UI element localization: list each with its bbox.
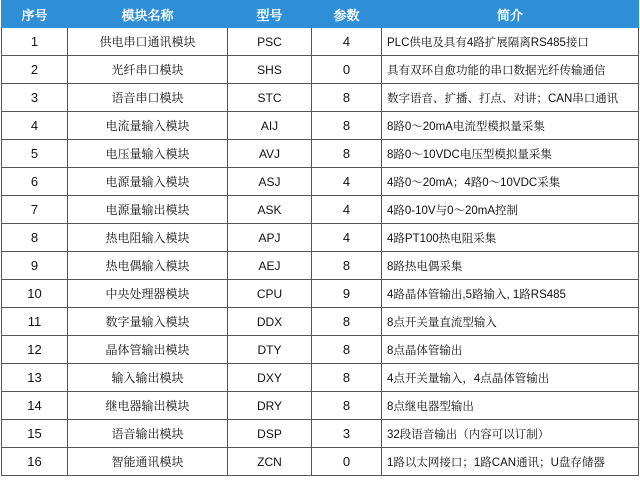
cell-module-name: 电源量输入模块 (68, 168, 228, 196)
header-module-name: 模块名称 (68, 1, 228, 28)
table-row (2, 280, 639, 308)
header-row (2, 1, 639, 28)
cell-model: SHS (228, 56, 312, 84)
cell-index: 6 (2, 168, 68, 196)
cell-index: 4 (2, 112, 68, 140)
cell-description: 4路PT100热电阻采集 (382, 224, 639, 252)
header-index: 序号 (2, 1, 68, 28)
table-row (2, 420, 639, 448)
cell-model: ASJ (228, 168, 312, 196)
cell-parameter: 3 (312, 420, 382, 448)
table-row (2, 112, 639, 140)
cell-index: 2 (2, 56, 68, 84)
cell-model: AEJ (228, 252, 312, 280)
table-row (2, 392, 639, 420)
cell-model: PSC (228, 28, 312, 56)
table-row (2, 448, 639, 476)
cell-parameter: 8 (312, 140, 382, 168)
cell-module-name: 语音串口模块 (68, 84, 228, 112)
cell-parameter: 8 (312, 308, 382, 336)
cell-module-name: 智能通讯模块 (68, 448, 228, 476)
cell-model: ZCN (228, 448, 312, 476)
cell-description: 8点晶体管输出 (382, 336, 639, 364)
table-row (2, 168, 639, 196)
cell-parameter: 8 (312, 84, 382, 112)
cell-description: PLC供电及具有4路扩展隔离RS485接口 (382, 28, 639, 56)
cell-index: 7 (2, 196, 68, 224)
table-header (2, 1, 639, 28)
cell-description: 8路0～20mA电流型模拟量采集 (382, 112, 639, 140)
cell-description: 4路0～20mA；4路0～10VDC采集 (382, 168, 639, 196)
cell-index: 10 (2, 280, 68, 308)
cell-parameter: 0 (312, 56, 382, 84)
cell-parameter: 4 (312, 28, 382, 56)
cell-description: 8点开关量直流型输入 (382, 308, 639, 336)
table-row (2, 196, 639, 224)
cell-model: DXY (228, 364, 312, 392)
cell-parameter: 0 (312, 448, 382, 476)
table-row (2, 56, 639, 84)
cell-description: 8路0～10VDC电压型模拟量采集 (382, 140, 639, 168)
header-description: 简介 (382, 1, 639, 28)
header-model: 型号 (228, 1, 312, 28)
table-row (2, 308, 639, 336)
cell-description: 32段语音输出（内容可以订制） (382, 420, 639, 448)
cell-description: 8点继电器型输出 (382, 392, 639, 420)
cell-module-name: 输入输出模块 (68, 364, 228, 392)
cell-description: 具有双环自愈功能的串口数据光纤传输通信 (382, 56, 639, 84)
cell-parameter: 8 (312, 252, 382, 280)
table-body (2, 28, 639, 476)
table-row (2, 364, 639, 392)
cell-model: AVJ (228, 140, 312, 168)
module-table-container (1, 0, 638, 476)
header-parameter: 参数 (312, 1, 382, 28)
cell-index: 3 (2, 84, 68, 112)
table-row (2, 252, 639, 280)
table-row (2, 336, 639, 364)
cell-parameter: 4 (312, 224, 382, 252)
cell-parameter: 4 (312, 196, 382, 224)
cell-index: 13 (2, 364, 68, 392)
cell-model: APJ (228, 224, 312, 252)
table-row (2, 28, 639, 56)
cell-module-name: 供电串口通讯模块 (68, 28, 228, 56)
cell-parameter: 8 (312, 336, 382, 364)
cell-parameter: 8 (312, 364, 382, 392)
cell-parameter: 9 (312, 280, 382, 308)
cell-index: 12 (2, 336, 68, 364)
cell-model: ASK (228, 196, 312, 224)
cell-index: 9 (2, 252, 68, 280)
cell-index: 14 (2, 392, 68, 420)
cell-index: 16 (2, 448, 68, 476)
cell-module-name: 电压量输入模块 (68, 140, 228, 168)
cell-model: DSP (228, 420, 312, 448)
cell-parameter: 8 (312, 392, 382, 420)
cell-model: DTY (228, 336, 312, 364)
cell-description: 4路0-10V与0～20mA控制 (382, 196, 639, 224)
table-row (2, 224, 639, 252)
cell-module-name: 语音输出模块 (68, 420, 228, 448)
cell-module-name: 光纤串口模块 (68, 56, 228, 84)
cell-description: 4点开关量输入，4点晶体管输出 (382, 364, 639, 392)
cell-module-name: 热电阻输入模块 (68, 224, 228, 252)
cell-module-name: 继电器输出模块 (68, 392, 228, 420)
table-row (2, 84, 639, 112)
cell-parameter: 8 (312, 112, 382, 140)
cell-model: DDX (228, 308, 312, 336)
cell-module-name: 热电偶输入模块 (68, 252, 228, 280)
cell-module-name: 晶体管输出模块 (68, 336, 228, 364)
cell-module-name: 电流量输入模块 (68, 112, 228, 140)
cell-description: 1路以太网接口；1路CAN通讯；U盘存储器 (382, 448, 639, 476)
cell-model: CPU (228, 280, 312, 308)
table-row (2, 140, 639, 168)
cell-index: 1 (2, 28, 68, 56)
cell-module-name: 中央处理器模块 (68, 280, 228, 308)
cell-module-name: 电源量输出模块 (68, 196, 228, 224)
cell-index: 5 (2, 140, 68, 168)
cell-description: 数字语音、扩播、打点、对讲；CAN串口通讯 (382, 84, 639, 112)
cell-parameter: 4 (312, 168, 382, 196)
cell-index: 8 (2, 224, 68, 252)
cell-model: AIJ (228, 112, 312, 140)
cell-model: DRY (228, 392, 312, 420)
cell-model: STC (228, 84, 312, 112)
cell-description: 4路晶体管输出,5路输入, 1路RS485 (382, 280, 639, 308)
cell-description: 8路热电偶采集 (382, 252, 639, 280)
module-table (1, 0, 639, 476)
cell-module-name: 数字量输入模块 (68, 308, 228, 336)
cell-index: 11 (2, 308, 68, 336)
cell-index: 15 (2, 420, 68, 448)
